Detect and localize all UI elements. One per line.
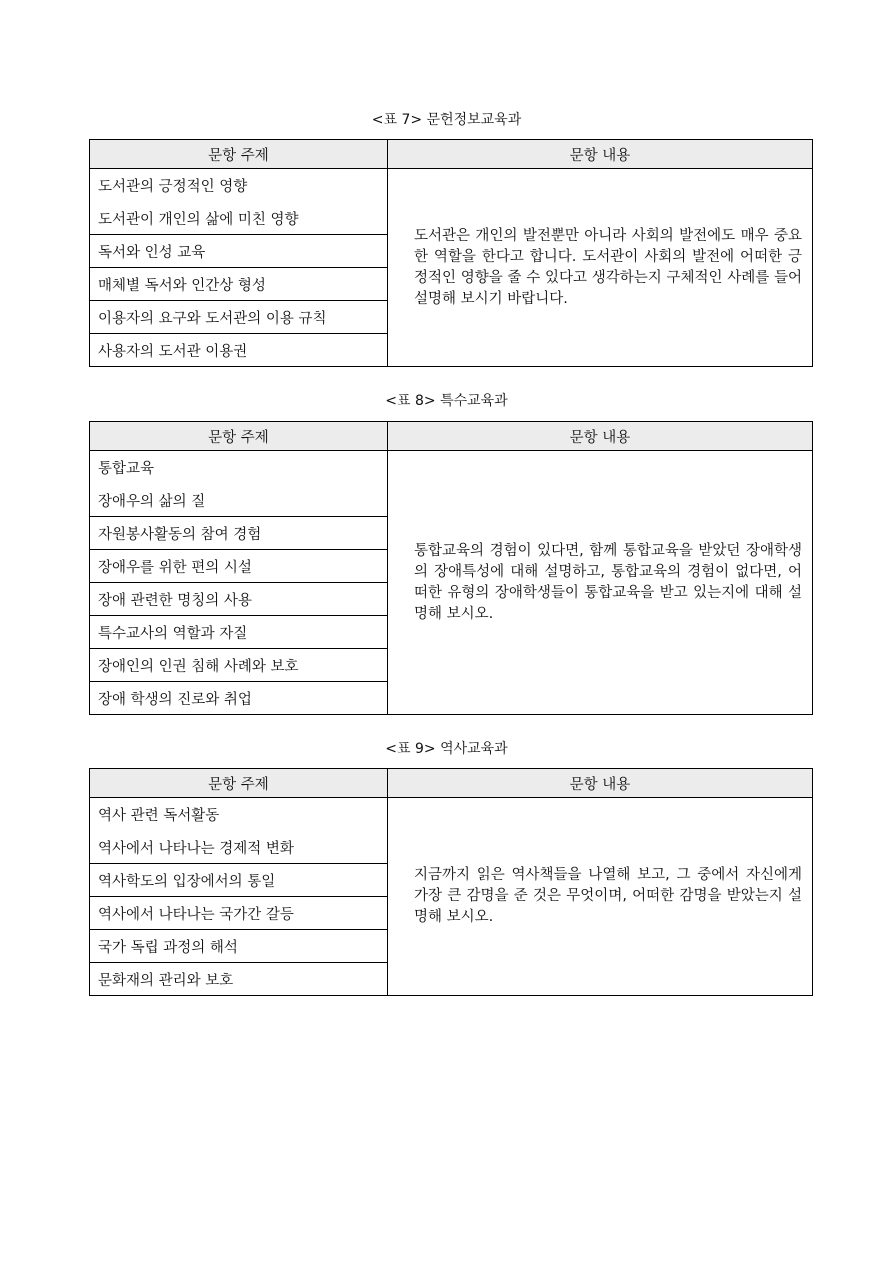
topic-cell: 이용자의 요구와 도서관의 이용 규칙 <box>90 301 388 334</box>
table-8 <box>89 421 813 715</box>
table-7 <box>89 139 813 367</box>
topic-cell: 역사 관련 독서활동 <box>90 798 388 831</box>
header-content: 문항 내용 <box>388 422 813 451</box>
topic-cell: 문화재의 관리와 보호 <box>90 963 388 996</box>
header-topic: 문항 주제 <box>90 769 388 798</box>
topic-cell: 도서관이 개인의 삶에 미친 영향 <box>90 202 388 235</box>
table-9 <box>89 768 813 996</box>
topic-cell: 특수교사의 역할과 자질 <box>90 616 388 649</box>
topic-cell: 사용자의 도서관 이용권 <box>90 334 388 367</box>
topic-cell: 도서관의 긍정적인 영향 <box>90 169 388 202</box>
topic-cell: 통합교육 <box>90 451 388 484</box>
topic-cell: 장애 관련한 명칭의 사용 <box>90 583 388 616</box>
topic-cell: 자원봉사활동의 참여 경험 <box>90 517 388 550</box>
topic-cell: 국가 독립 과정의 해석 <box>90 930 388 963</box>
header-topic: 문항 주제 <box>90 140 388 169</box>
content-cell: 지금까지 읽은 역사책들을 나열해 보고, 그 중에서 자신에게 가장 큰 감명을 준 것은 무엇이며, 어떠한 감명을 받았는지 설명해 보시오. <box>388 798 813 996</box>
header-content: 문항 내용 <box>388 140 813 169</box>
topic-cell: 역사학도의 입장에서의 통일 <box>90 864 388 897</box>
topic-cell: 장애우를 위한 편의 시설 <box>90 550 388 583</box>
table-9-caption: <표 9> 역사교육과 <box>385 741 508 757</box>
content-cell: 통합교육의 경험이 있다면, 함께 통합교육을 받았던 장애학생의 장애특성에 대해 설명하고, 통합교육의 경험이 없다면, 어떠한 유형의 장애학생들이 통합교육을 받고 있는지에 대해 설명해 보시오. <box>388 451 813 715</box>
topic-cell: 장애인의 인권 침해 사례와 보호 <box>90 649 388 682</box>
topic-cell: 역사에서 나타나는 경제적 변화 <box>90 831 388 864</box>
topic-cell: 매체별 독서와 인간상 형성 <box>90 268 388 301</box>
header-content: 문항 내용 <box>388 769 813 798</box>
content-cell: 도서관은 개인의 발전뿐만 아니라 사회의 발전에도 매우 중요한 역할을 한다고 합니다. 도서관이 사회의 발전에 어떠한 긍정적인 영향을 줄 수 있다고 생각하는지 구체적인 사례를 들어 설명해 보시기 바랍니다. <box>388 169 813 367</box>
topic-cell: 장애 학생의 진로와 취업 <box>90 682 388 715</box>
topic-cell: 독서와 인성 교육 <box>90 235 388 268</box>
topic-cell: 역사에서 나타나는 국가간 갈등 <box>90 897 388 930</box>
table-7-caption: <표 7> 문헌정보교육과 <box>371 112 522 128</box>
table-8-caption: <표 8> 특수교육과 <box>385 393 508 409</box>
header-topic: 문항 주제 <box>90 422 388 451</box>
topic-cell: 장애우의 삶의 질 <box>90 484 388 517</box>
